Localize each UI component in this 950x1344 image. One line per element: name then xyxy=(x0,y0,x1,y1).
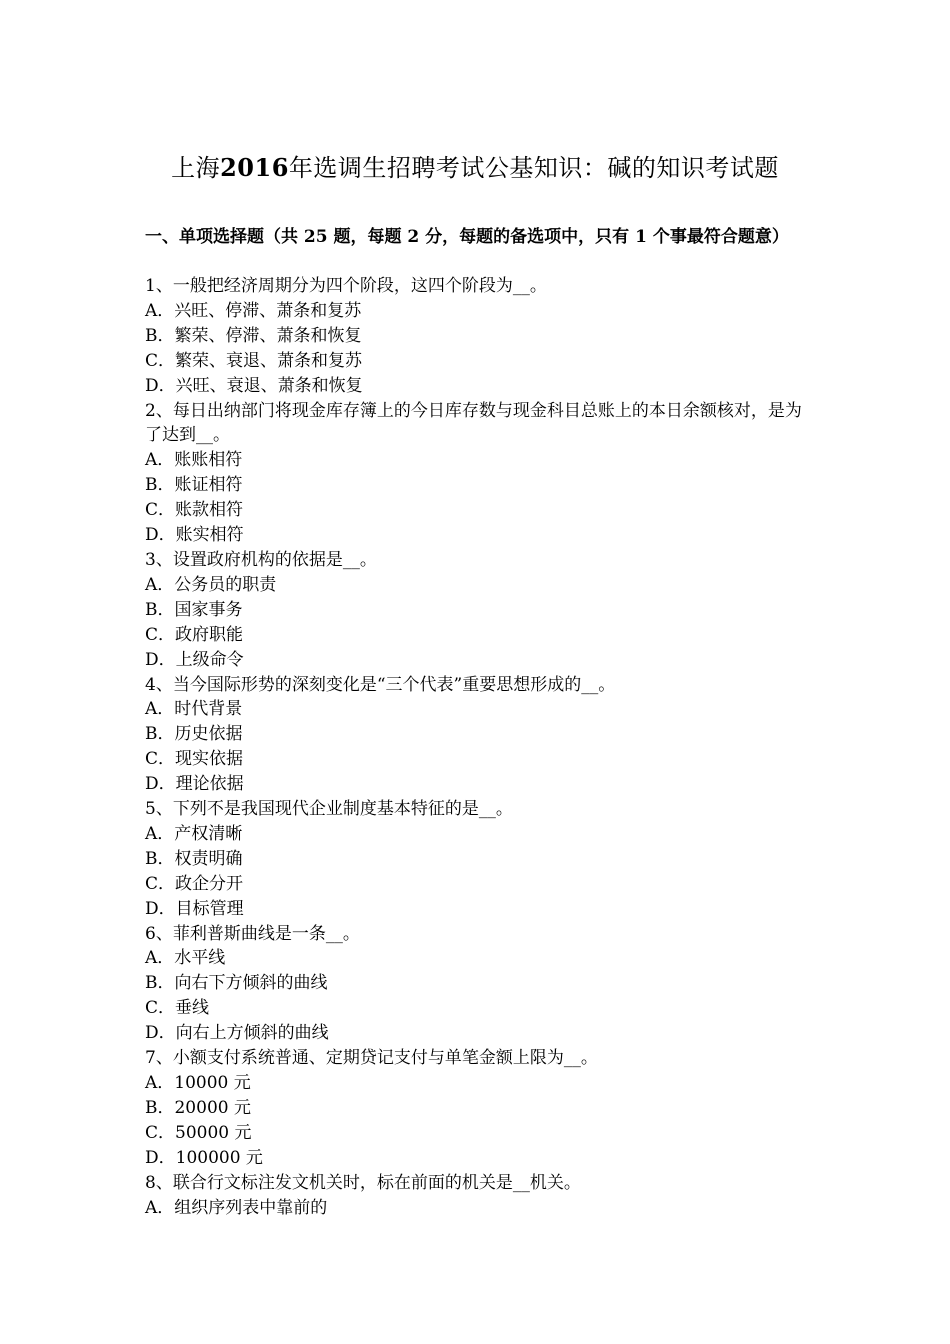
document-title xyxy=(0,150,950,186)
answer-option: D．账实相符 xyxy=(145,525,244,546)
answer-option: D．100000 元 xyxy=(145,1147,263,1168)
answer-option: B．权责明确 xyxy=(145,848,243,869)
answer-option: C．垂线 xyxy=(145,998,210,1019)
answer-option: C．政府职能 xyxy=(145,624,244,645)
answer-option: C．繁荣、衰退、萧条和复苏 xyxy=(145,350,363,371)
answer-option: D．上级命令 xyxy=(145,649,244,670)
question-stem: 4、当今国际形势的深刻变化是“三个代表”重要思想形成的__。 xyxy=(145,674,616,695)
title-prefix: 上海 xyxy=(171,154,221,182)
answer-option: A．产权清晰 xyxy=(145,823,243,844)
answer-option: B．账证相符 xyxy=(145,475,243,496)
question-stem: 7、小额支付系统普通、定期贷记支付与单笔金额上限为__。 xyxy=(145,1048,598,1069)
question-stem: 3、设置政府机构的依据是__。 xyxy=(145,549,377,570)
question-stem: 6、菲利普斯曲线是一条__。 xyxy=(145,923,360,944)
question-stem: 8、联合行文标注发文机关时，标在前面的机关是__机关。 xyxy=(145,1172,581,1193)
answer-option: A．账账相符 xyxy=(145,450,243,471)
question-stem: 5、下列不是我国现代企业制度基本特征的是__。 xyxy=(145,799,513,820)
answer-option: B．向右下方倾斜的曲线 xyxy=(145,973,328,994)
answer-option: A．10000 元 xyxy=(145,1073,251,1093)
question-stem: 2、每日出纳部门将现金库存簿上的今日库存数与现金科目总账上的本日余额核对，是为了达到__。 xyxy=(145,400,802,446)
answer-option: B．国家事务 xyxy=(145,599,243,620)
answer-option: C．现实依据 xyxy=(145,749,244,770)
section-heading: 一、单项选择题（共 25 题，每题 2 分，每题的备选项中，只有 1 个事最符合题意） xyxy=(145,227,789,247)
answer-option: A．水平线 xyxy=(145,948,226,969)
answer-option: B．繁荣、停滞、萧条和恢复 xyxy=(145,325,362,346)
answer-option: A．兴旺、停滞、萧条和复苏 xyxy=(145,300,362,321)
question-list xyxy=(145,274,815,1220)
answer-option: C．账款相符 xyxy=(145,500,244,521)
answer-option: D．目标管理 xyxy=(145,898,244,919)
answer-option: B．20000 元 xyxy=(145,1097,251,1118)
answer-option: D．向右上方倾斜的曲线 xyxy=(145,1023,329,1044)
answer-option: B．历史依据 xyxy=(145,724,243,745)
answer-option: A．组织序列表中靠前的 xyxy=(145,1197,328,1218)
answer-option: D．理论依据 xyxy=(145,774,244,795)
answer-option: A．公务员的职责 xyxy=(145,574,277,595)
question-stem: 1、一般把经济周期分为四个阶段，这四个阶段为__。 xyxy=(145,276,547,296)
title-suffix: 年选调生招聘考试公基知识：碱的知识考试题 xyxy=(288,154,779,182)
answer-option: D．兴旺、衰退、萧条和恢复 xyxy=(145,375,363,396)
answer-option: C．政企分开 xyxy=(145,873,244,894)
answer-option: A．时代背景 xyxy=(145,699,243,720)
answer-option: C．50000 元 xyxy=(145,1122,252,1143)
title-year: 2016 xyxy=(220,153,289,182)
